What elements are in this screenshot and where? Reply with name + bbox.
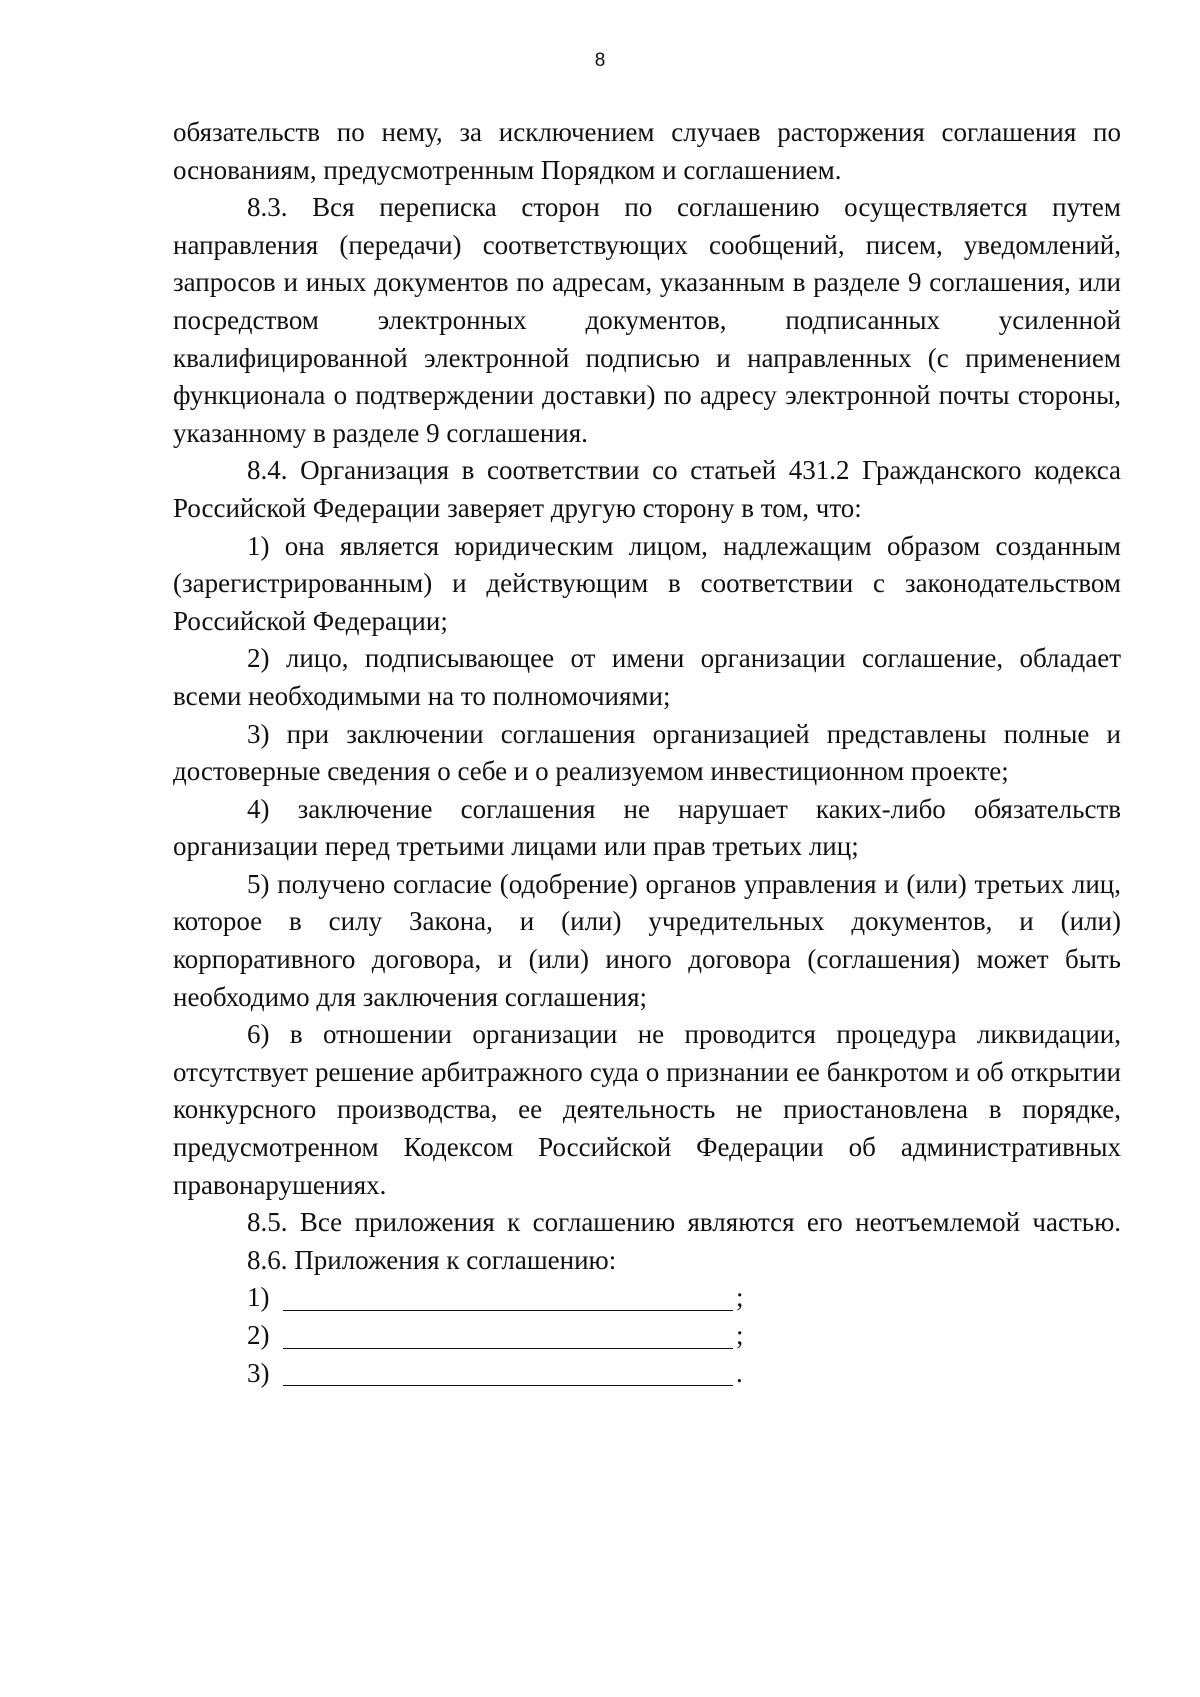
paragraph-8-4: 8.4. Организация в соответствии со статьей 431.2 Гражданского кодекса Российской Федерации заверяет другую сторону в том, что: — [173, 455, 1121, 523]
list-item-2: 2) лицо, подписывающее от имени организации соглашение, обладает всеми необходимыми на то полномочиями; — [173, 643, 1121, 711]
appendix-blank-1 — [173, 1279, 1121, 1317]
document-body — [173, 114, 1121, 1392]
appendix-punctuation: ; — [736, 1320, 744, 1350]
appendix-punctuation: ; — [736, 1282, 744, 1313]
list-item-3: 3) при заключении соглашения организацией представлены полные и достоверные сведения о себе и о реализуемом инвестиционном проекте; — [173, 718, 1121, 787]
list-item-6: 6) в отношении организации не проводится процедура ликвидации, отсутствует решение арбитражного суда о признании ее банкротом и об открытии конкурсного производства, ее деятельность не приостановлена в порядке, предусмотренном Кодексом Российской Федерации об административных правонарушениях. — [173, 1019, 1121, 1200]
appendix-blank-2 — [173, 1317, 1121, 1355]
paragraph-8-6: 8.6. Приложения к соглашению: — [247, 1244, 617, 1275]
list-item-4: 4) заключение соглашения не нарушает каких-либо обязательств организации перед третьими лицами или прав третьих лиц; — [173, 793, 1121, 862]
appendix-number: 3) — [247, 1357, 270, 1388]
fill-in-line — [283, 1322, 733, 1349]
page-number: 8 — [594, 50, 606, 71]
list-item-1: 1) она является юридическим лицом, надлежащим образом созданным (зарегистрированным) и действующим в соответствии с законодательством Российской Федерации; — [173, 530, 1121, 636]
paragraph-continuation: обязательств по нему, за исключением случаев расторжения соглашения по основаниям, предусмотренным Порядком и соглашением. — [173, 117, 1121, 185]
paragraph-8-3: 8.3. Вся переписка сторон по соглашению осуществляется путем направления (передачи) соответствующих сообщений, писем, уведомлений, запросов и иных документов по адресам, указанным в разделе 9 соглашения, или посредством электронных документов, подписанных усиленной квалифицированной электронной подписью и направленных (с применением функционала о подтверждении доставки) по адресу электронной почты стороны, указанному в разделе 9 соглашения. — [173, 192, 1121, 448]
paragraph-8-5: 8.5. Все приложения к соглашению являются его неотъемлемой частью. — [247, 1207, 1121, 1238]
appendix-number: 1) — [247, 1282, 270, 1313]
fill-in-line — [283, 1284, 733, 1311]
fill-in-line — [283, 1359, 733, 1386]
appendix-punctuation: . — [736, 1357, 743, 1388]
appendix-blank-3 — [173, 1355, 1121, 1393]
appendix-number: 2) — [247, 1320, 270, 1350]
list-item-5: 5) получено согласие (одобрение) органов управления и (или) третьих лиц, которое в силу Закона, и (или) учредительных документов, и (или) корпоративного договора, и (или) иного договора (соглашения) может быть необходимо для заключения соглашения; — [173, 868, 1121, 1012]
